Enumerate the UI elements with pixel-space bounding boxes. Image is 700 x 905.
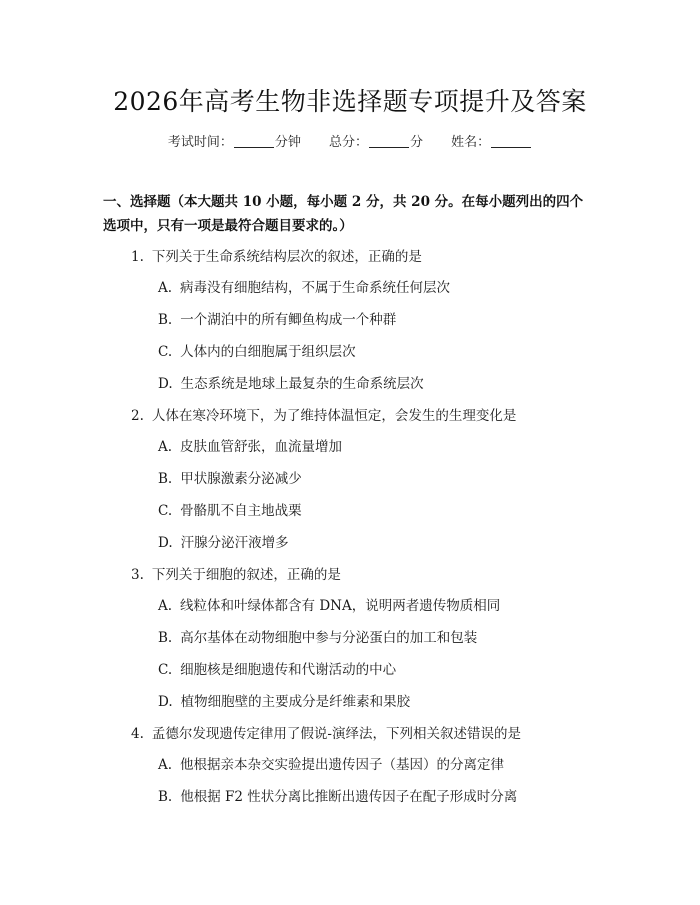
exam-time-blank xyxy=(234,134,274,148)
option-text: 一个湖泊中的所有鲫鱼构成一个种群 xyxy=(180,312,397,328)
option-letter: A. xyxy=(158,280,173,296)
option-text: 皮肤血管舒张，血流量增加 xyxy=(180,439,343,455)
question-number: 2. xyxy=(131,408,144,424)
name-field xyxy=(451,131,532,150)
option-letter: C. xyxy=(158,344,173,360)
total-score-unit: 分 xyxy=(410,135,424,150)
option-letter: A. xyxy=(158,757,173,773)
exam-time-label: 考试时间： xyxy=(167,135,233,150)
option-item xyxy=(158,467,302,487)
option-text: 汗腺分泌汗液增多 xyxy=(180,535,289,551)
option-letter: B. xyxy=(158,789,173,805)
option-letter: D. xyxy=(158,376,173,392)
question-number: 3. xyxy=(131,567,144,583)
name-label: 姓名： xyxy=(451,135,491,150)
option-letter: A. xyxy=(158,439,173,455)
option-item xyxy=(158,435,342,455)
question-stem xyxy=(131,245,422,265)
option-item xyxy=(158,308,396,328)
option-item xyxy=(158,276,450,296)
total-score-blank xyxy=(369,134,409,148)
question-text: 人体在寒冷环境下，为了维持体温恒定，会发生的生理变化是 xyxy=(151,408,517,424)
question-stem xyxy=(131,404,516,424)
option-item xyxy=(158,340,356,360)
question-number: 1. xyxy=(131,249,144,265)
question-text: 下列关于生命系统结构层次的叙述，正确的是 xyxy=(151,249,422,265)
option-text: 线粒体和叶绿体都含有 DNA，说明两者遗传物质相同 xyxy=(180,598,501,614)
option-letter: A. xyxy=(158,598,173,614)
section-heading: 一、选择题（本大题共 10 小题，每小题 2 分，共 20 分。在每小题列出的四个选项中，只有一项是最符合题目要求的。） xyxy=(103,194,584,234)
option-letter: B. xyxy=(158,471,173,487)
option-text: 高尔基体在动物细胞中参与分泌蛋白的加工和包装 xyxy=(180,630,478,646)
option-text: 甲状腺激素分泌减少 xyxy=(180,471,302,487)
option-item xyxy=(158,626,477,646)
option-text: 病毒没有细胞结构，不属于生命系统任何层次 xyxy=(180,280,451,296)
option-text: 生态系统是地球上最复杂的生命系统层次 xyxy=(180,376,424,392)
option-item xyxy=(158,785,517,805)
option-text: 骨骼肌不自主地战栗 xyxy=(180,503,302,519)
question-text: 下列关于细胞的叙述，正确的是 xyxy=(151,567,341,583)
option-text: 植物细胞壁的主要成分是纤维素和果胶 xyxy=(180,694,411,710)
question-stem xyxy=(131,563,341,583)
total-score-label: 总分： xyxy=(328,135,368,150)
option-text: 人体内的白细胞属于组织层次 xyxy=(180,344,356,360)
option-item xyxy=(158,531,289,551)
option-text: 他根据 F2 性状分离比推断出遗传因子在配子形成时分离 xyxy=(180,789,518,805)
question-text: 孟德尔发现遗传定律用了假说-演绎法，下列相关叙述错误的是 xyxy=(151,726,521,742)
question-stem xyxy=(131,722,521,742)
option-item xyxy=(158,690,410,710)
option-item xyxy=(158,753,504,773)
question-number: 4. xyxy=(131,726,144,742)
option-letter: B. xyxy=(158,630,173,646)
exam-time-field xyxy=(168,131,301,150)
option-text: 他根据亲本杂交实验提出遗传因子（基因）的分离定律 xyxy=(180,757,505,773)
option-item xyxy=(158,499,302,519)
option-letter: C. xyxy=(158,503,173,519)
option-letter: C. xyxy=(158,662,173,678)
option-item xyxy=(158,594,500,614)
option-item xyxy=(158,372,424,392)
name-blank xyxy=(491,134,531,148)
option-letter: D. xyxy=(158,694,173,710)
exam-time-unit: 分钟 xyxy=(274,135,301,150)
option-item xyxy=(158,658,396,678)
exam-info-row xyxy=(0,131,700,150)
option-letter: B. xyxy=(158,312,173,328)
page-title: 2026年高考生物非选择题专项提升及答案 xyxy=(113,87,587,116)
total-score-field xyxy=(329,131,423,150)
option-text: 细胞核是细胞遗传和代谢活动的中心 xyxy=(180,662,397,678)
option-letter: D. xyxy=(158,535,173,551)
